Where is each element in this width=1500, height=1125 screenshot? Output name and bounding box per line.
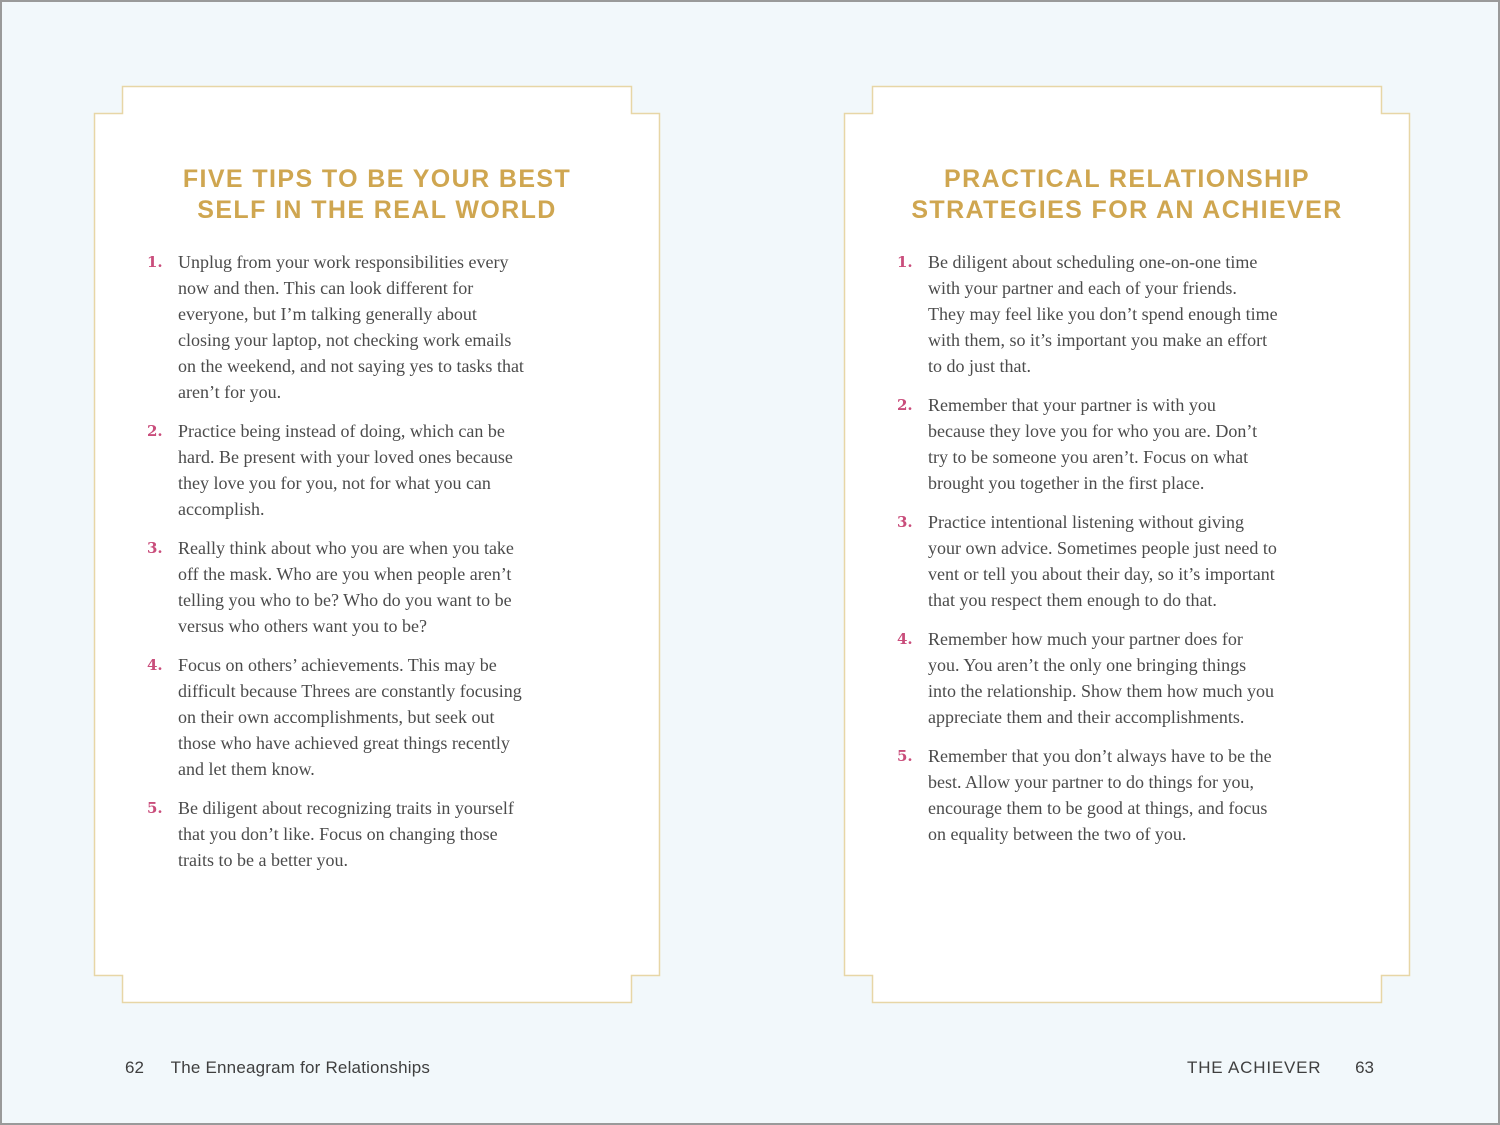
right-heading-line: PRACTICAL RELATIONSHIP bbox=[944, 165, 1310, 193]
list-item bbox=[147, 795, 588, 873]
text-line: aren’t for you. bbox=[178, 382, 282, 402]
list-item bbox=[147, 535, 588, 639]
list-item-text bbox=[928, 626, 1342, 730]
text-line: Practice being instead of doing, which can be bbox=[178, 421, 505, 441]
list-item-number: 1. bbox=[897, 253, 913, 271]
list-item-number: 2. bbox=[147, 422, 163, 440]
text-line: you. You aren’t the only one bringing things bbox=[928, 655, 1247, 675]
list-item-number: 1. bbox=[147, 253, 163, 271]
text-line: off the mask. Who are you when people aren’t bbox=[178, 564, 512, 584]
right-strategies-list bbox=[897, 249, 1342, 860]
text-line: versus who others want you to be? bbox=[178, 616, 427, 636]
text-line: those who have achieved great things recently bbox=[178, 733, 510, 753]
text-line: into the relationship. Show them how much you bbox=[928, 681, 1274, 701]
text-line: difficult because Threes are constantly focusing bbox=[178, 681, 522, 701]
text-line: on their own accomplishments, but seek out bbox=[178, 707, 495, 727]
right-heading-line: STRATEGIES FOR AN ACHIEVER bbox=[911, 196, 1343, 224]
text-line: Really think about who you are when you take bbox=[178, 538, 514, 558]
list-item bbox=[147, 418, 588, 522]
list-item-text bbox=[178, 652, 588, 782]
left-tips-list bbox=[147, 249, 588, 886]
right-page-footer bbox=[1187, 1057, 1374, 1079]
text-line: Be diligent about scheduling one-on-one time bbox=[928, 252, 1258, 272]
page-number: 62 bbox=[125, 1058, 144, 1077]
text-line: Remember how much your partner does for bbox=[928, 629, 1243, 649]
text-line: now and then. This can look different for bbox=[178, 278, 474, 298]
text-line: they love you for you, not for what you can bbox=[178, 473, 491, 493]
book-spread bbox=[2, 2, 1498, 1123]
text-line: Be diligent about recognizing traits in yourself bbox=[178, 798, 514, 818]
list-item-text bbox=[178, 795, 588, 873]
left-page-footer bbox=[125, 1057, 430, 1079]
text-line: accomplish. bbox=[178, 499, 265, 519]
list-item-number: 3. bbox=[897, 513, 913, 531]
list-item bbox=[897, 743, 1342, 847]
text-line: with your partner and each of your friends. bbox=[928, 278, 1237, 298]
list-item-number: 2. bbox=[897, 396, 913, 414]
list-item-text bbox=[928, 392, 1342, 496]
list-item-text bbox=[178, 418, 588, 522]
text-line: Practice intentional listening without giving bbox=[928, 512, 1244, 532]
list-item bbox=[897, 626, 1342, 730]
text-line: Remember that your partner is with you bbox=[928, 395, 1216, 415]
running-head: THE ACHIEVER bbox=[1187, 1058, 1322, 1077]
running-head: The Enneagram for Relationships bbox=[170, 1058, 431, 1077]
text-line: with them, so it’s important you make an effort bbox=[928, 330, 1268, 350]
text-line: Focus on others’ achievements. This may be bbox=[178, 655, 497, 675]
text-line: on equality between the two of you. bbox=[928, 824, 1187, 844]
text-line: closing your laptop, not checking work emails bbox=[178, 330, 512, 350]
text-line: that you respect them enough to do that. bbox=[928, 590, 1217, 610]
list-item-number: 5. bbox=[147, 799, 163, 817]
page-number: 63 bbox=[1355, 1058, 1374, 1077]
list-item-text bbox=[928, 509, 1342, 613]
list-item-number: 5. bbox=[897, 747, 913, 765]
list-item-text bbox=[178, 249, 588, 405]
list-item bbox=[147, 249, 588, 405]
text-line: best. Allow your partner to do things for you, bbox=[928, 772, 1254, 792]
text-line: brought you together in the first place. bbox=[928, 473, 1205, 493]
text-line: Unplug from your work responsibilities every bbox=[178, 252, 509, 272]
text-line: hard. Be present with your loved ones because bbox=[178, 447, 513, 467]
left-heading bbox=[94, 164, 660, 226]
list-item bbox=[897, 249, 1342, 379]
list-item bbox=[147, 652, 588, 782]
text-line: encourage them to be good at things, and focus bbox=[928, 798, 1268, 818]
list-item-number: 4. bbox=[147, 656, 163, 674]
text-line: that you don’t like. Focus on changing those bbox=[178, 824, 498, 844]
list-item-text bbox=[928, 249, 1342, 379]
list-item-number: 3. bbox=[147, 539, 163, 557]
text-line: They may feel like you don’t spend enough time bbox=[928, 304, 1278, 324]
text-line: and let them know. bbox=[178, 759, 315, 779]
text-line: vent or tell you about their day, so it’s important bbox=[928, 564, 1275, 584]
right-strategies-card bbox=[844, 86, 1410, 1003]
text-line: your own advice. Sometimes people just need to bbox=[928, 538, 1277, 558]
left-heading-line: FIVE TIPS TO BE YOUR BEST bbox=[182, 165, 572, 193]
text-line: telling you who to be? Who do you want to be bbox=[178, 590, 512, 610]
left-tips-card bbox=[94, 86, 660, 1003]
text-line: try to be someone you aren’t. Focus on what bbox=[928, 447, 1249, 467]
text-line: Remember that you don’t always have to be the bbox=[928, 746, 1272, 766]
text-line: everyone, but I’m talking generally about bbox=[178, 304, 477, 324]
text-line: on the weekend, and not saying yes to tasks that bbox=[178, 356, 524, 376]
list-item bbox=[897, 392, 1342, 496]
text-line: because they love you for who you are. Don’t bbox=[928, 421, 1258, 441]
text-line: to do just that. bbox=[928, 356, 1031, 376]
list-item-text bbox=[928, 743, 1342, 847]
left-heading-line: SELF IN THE REAL WORLD bbox=[197, 196, 557, 224]
list-item bbox=[897, 509, 1342, 613]
text-line: appreciate them and their accomplishments. bbox=[928, 707, 1245, 727]
text-line: traits to be a better you. bbox=[178, 850, 348, 870]
list-item-number: 4. bbox=[897, 630, 913, 648]
list-item-text bbox=[178, 535, 588, 639]
right-heading bbox=[844, 164, 1410, 226]
